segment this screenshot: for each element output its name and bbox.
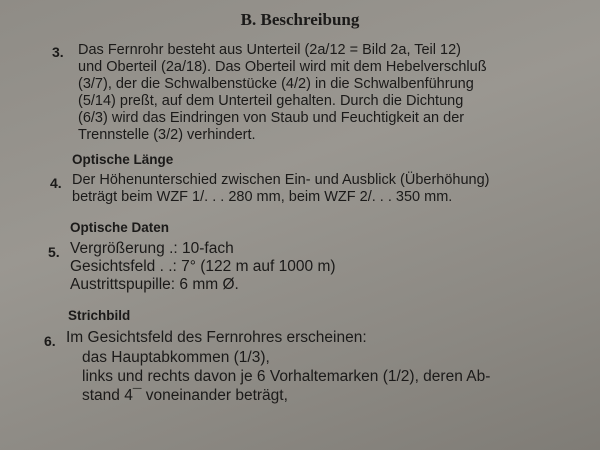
paragraph-3-line-6: Trennstelle (3/2) verhindert. [78, 127, 256, 143]
vergroesserung-line: Vergrößerung .: 10-fach [70, 240, 234, 257]
strichbild-heading: Strichbild [68, 308, 131, 323]
austrittspupille-line: Austrittspupille: 6 mm Ø. [70, 276, 239, 293]
paragraph-5-number: 5. [48, 244, 60, 260]
paragraph-6-line-4: stand 4¯ voneinander beträgt, [82, 387, 288, 404]
paragraph-3-number: 3. [52, 44, 64, 60]
paragraph-4-number: 4. [50, 175, 62, 191]
paragraph-6-number: 6. [44, 333, 56, 349]
paragraph-6-line-3: links und rechts davon je 6 Vorhaltemarken (1/2), deren Ab- [82, 368, 491, 385]
section-title: B. Beschreibung [240, 10, 360, 29]
paragraph-3-line-2: und Oberteil (2a/18). Das Oberteil wird mit dem Hebelverschluß [78, 59, 487, 75]
paragraph-6-line-2: das Hauptabkommen (1/3), [82, 349, 270, 366]
paragraph-4-line-1: Der Höhenunterschied zwischen Ein- und Ausblick (Überhöhung) [72, 172, 490, 188]
paragraph-3-line-1: Das Fernrohr besteht aus Unterteil (2a/12 = Bild 2a, Teil 12) [78, 42, 461, 58]
gesichtsfeld-line: Gesichtsfeld . .: 7° (122 m auf 1000 m) [70, 258, 336, 275]
paragraph-3-line-5: (6/3) wird das Eindringen von Staub und Feuchtigkeit an der [78, 110, 465, 126]
paragraph-6-line-1: Im Gesichtsfeld des Fernrohres erscheinen: [66, 329, 367, 346]
optische-laenge-heading: Optische Länge [72, 152, 174, 167]
paragraph-3-line-3: (3/7), der die Schwalbenstücke (4/2) in die Schwalbenführung [78, 76, 474, 92]
optische-daten-heading: Optische Daten [70, 220, 170, 235]
paragraph-4-line-2: beträgt beim WZF 1/. . . 280 mm, beim WZF 2/. . . 350 mm. [72, 189, 453, 205]
paragraph-3-line-4: (5/14) preßt, auf dem Unterteil gehalten. Durch die Dichtung [78, 93, 464, 109]
